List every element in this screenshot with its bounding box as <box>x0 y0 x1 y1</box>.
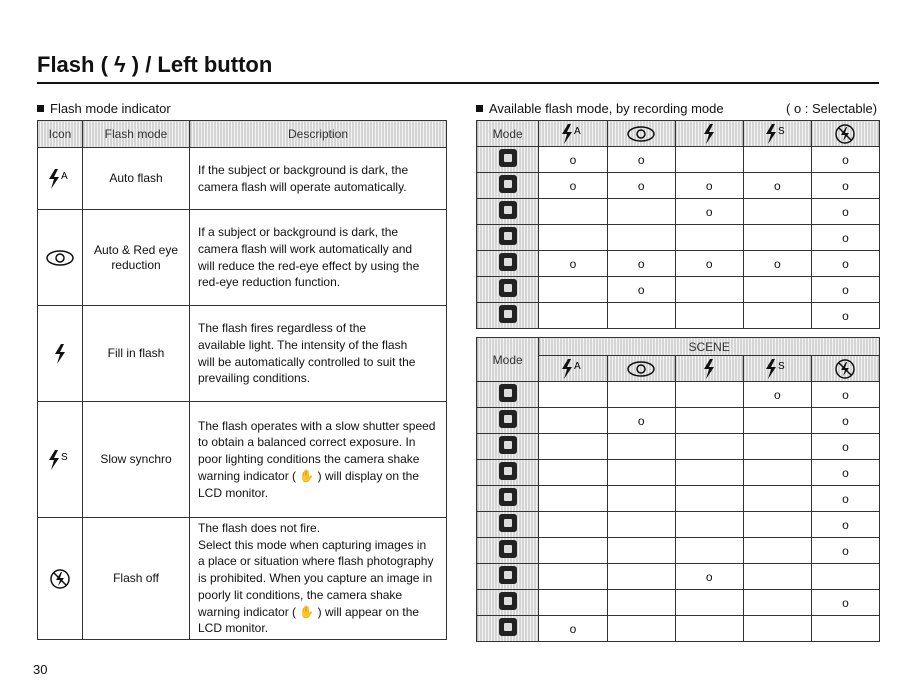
flash-mode-description: If the subject or background is dark, the camera flash will operate automatically. <box>190 148 447 210</box>
flash-mode-name: Flash off <box>83 518 190 640</box>
selectable-cell <box>811 616 879 642</box>
selectable-cell: o <box>539 251 607 277</box>
flash-auto-icon <box>539 121 607 147</box>
selectable-cell: o <box>675 173 743 199</box>
selectable-cell <box>539 225 607 251</box>
mode-icon <box>477 173 539 199</box>
selectable-cell <box>743 486 811 512</box>
selectable-cell <box>539 382 607 408</box>
mode-icon <box>477 434 539 460</box>
selectable-cell <box>539 303 607 329</box>
flash-auto-icon <box>539 356 607 382</box>
selectable-cell <box>539 564 607 590</box>
header-flash-mode: Flash mode <box>83 121 190 148</box>
selectable-cell <box>539 408 607 434</box>
selectable-cell <box>743 434 811 460</box>
selectable-cell <box>607 512 675 538</box>
selectable-cell: o <box>675 251 743 277</box>
selectable-cell <box>675 303 743 329</box>
svg-text:A: A <box>573 360 581 372</box>
flash-mode-row <box>38 306 447 402</box>
table-row <box>477 408 880 434</box>
table-row <box>477 382 880 408</box>
selectable-cell <box>675 434 743 460</box>
selectable-cell: o <box>811 251 879 277</box>
selectable-cell: o <box>811 538 879 564</box>
slow-synchro-icon <box>743 121 811 147</box>
slow-synchro-icon <box>38 402 83 518</box>
selectable-cell: o <box>811 199 879 225</box>
selectable-cell: o <box>539 616 607 642</box>
mode-icon <box>477 616 539 642</box>
selectable-cell: o <box>811 408 879 434</box>
svg-text:S: S <box>778 360 785 372</box>
flash-mode-row <box>38 210 447 306</box>
table-row <box>477 486 880 512</box>
page-number: 30 <box>33 662 48 677</box>
selectable-cell <box>607 225 675 251</box>
table-row <box>477 512 880 538</box>
mode-icon <box>477 225 539 251</box>
left-heading-text: Flash mode indicator <box>50 101 171 116</box>
selectable-cell <box>539 434 607 460</box>
mode-icon <box>477 408 539 434</box>
slow-synchro-icon <box>743 356 811 382</box>
selectable-cell <box>675 277 743 303</box>
flash-mode-name: Auto & Red eye reduction <box>83 210 190 306</box>
flash-mode-name: Slow synchro <box>83 402 190 518</box>
mode-icon <box>477 199 539 225</box>
mode-icon <box>477 382 539 408</box>
bullet-icon <box>37 105 44 112</box>
table-row <box>477 538 880 564</box>
selectable-cell <box>743 564 811 590</box>
svg-text:S: S <box>61 451 68 463</box>
header-mode: Mode <box>477 338 539 382</box>
selectable-cell <box>607 460 675 486</box>
flash-mode-row <box>38 148 447 210</box>
selectable-cell: o <box>811 590 879 616</box>
selectable-cell: o <box>811 147 879 173</box>
flash-fill-icon <box>675 121 743 147</box>
selectable-cell <box>743 199 811 225</box>
selectable-cell <box>743 512 811 538</box>
selectable-cell <box>675 460 743 486</box>
selectable-cell: o <box>675 199 743 225</box>
selectable-cell <box>675 590 743 616</box>
selectable-cell <box>607 486 675 512</box>
selectable-cell: o <box>811 303 879 329</box>
selectable-cell <box>743 590 811 616</box>
selectable-cell: o <box>811 382 879 408</box>
flash-auto-icon <box>38 148 83 210</box>
selectable-cell <box>675 616 743 642</box>
selectable-cell <box>743 303 811 329</box>
selectable-cell <box>607 616 675 642</box>
red-eye-icon <box>38 210 83 306</box>
mode-icon <box>477 512 539 538</box>
selectable-cell: o <box>607 147 675 173</box>
selectable-cell <box>675 382 743 408</box>
table-row <box>477 277 880 303</box>
selectable-cell <box>675 225 743 251</box>
selectable-cell <box>539 460 607 486</box>
flash-off-icon <box>811 356 879 382</box>
mode-icon <box>477 147 539 173</box>
flash-mode-description: The flash fires regardless of the available light. The intensity of the flash will be automatically controlled to suit the prevailing conditions. <box>190 306 447 402</box>
table-row <box>477 460 880 486</box>
left-heading <box>37 101 171 116</box>
mode-icon <box>477 564 539 590</box>
selectable-cell: o <box>811 434 879 460</box>
selectable-cell: o <box>811 512 879 538</box>
bullet-icon <box>476 105 483 112</box>
svg-text:A: A <box>61 170 68 182</box>
red-eye-icon <box>607 121 675 147</box>
header-icon: Icon <box>38 121 83 148</box>
mode-icon <box>477 538 539 564</box>
selectable-cell: o <box>607 251 675 277</box>
selectable-cell <box>743 225 811 251</box>
selectable-cell: o <box>811 277 879 303</box>
table-row <box>477 434 880 460</box>
selectable-cell: o <box>539 147 607 173</box>
selectable-cell <box>539 486 607 512</box>
selectable-cell <box>675 147 743 173</box>
flash-off-icon <box>811 121 879 147</box>
flash-mode-description: The flash operates with a slow shutter speed to obtain a balanced correct exposure. In poor lighting conditions the camera shake warning indicator ( ✋ ) will display on the LCD monitor. <box>190 402 447 518</box>
svg-text:A: A <box>573 125 581 137</box>
selectable-cell <box>743 616 811 642</box>
table-row <box>477 251 880 277</box>
table-row <box>477 173 880 199</box>
selectable-cell <box>743 538 811 564</box>
table-row <box>477 616 880 642</box>
table-row <box>477 225 880 251</box>
right-heading <box>476 101 724 116</box>
table-row <box>477 147 880 173</box>
flash-fill-icon <box>675 356 743 382</box>
selectable-cell <box>607 199 675 225</box>
selectable-cell <box>539 512 607 538</box>
header-mode: Mode <box>477 121 539 147</box>
selectable-cell <box>675 512 743 538</box>
flash-mode-row <box>38 402 447 518</box>
mode-icon <box>477 590 539 616</box>
table-row <box>477 590 880 616</box>
table-row <box>477 199 880 225</box>
svg-text:S: S <box>778 125 785 137</box>
right-heading-text: Available flash mode, by recording mode <box>489 101 724 116</box>
scene-availability-table <box>476 337 880 642</box>
selectable-cell <box>675 408 743 434</box>
flash-mode-row <box>38 518 447 640</box>
flash-mode-description: The flash does not fire. Select this mode when capturing images in a place or situation where flash photography is prohibited. When you capture an image in poorly lit conditions, the camera shake warning indicator ( ✋ ) will appear on the LCD monitor. <box>190 518 447 640</box>
mode-icon <box>477 460 539 486</box>
selectable-cell <box>743 408 811 434</box>
selectable-cell <box>811 564 879 590</box>
header-scene: SCENE <box>539 338 880 356</box>
selectable-cell: o <box>811 225 879 251</box>
selectable-cell <box>539 590 607 616</box>
selectable-cell <box>675 486 743 512</box>
flash-off-icon <box>38 518 83 640</box>
mode-icon <box>477 277 539 303</box>
selectable-cell <box>607 564 675 590</box>
page-title: Flash ( ϟ ) / Left button <box>37 52 273 77</box>
selectable-cell: o <box>607 173 675 199</box>
selectable-cell <box>675 538 743 564</box>
mode-icon <box>477 486 539 512</box>
table-row <box>477 303 880 329</box>
selectable-cell <box>539 538 607 564</box>
header-description: Description <box>190 121 447 148</box>
selectable-cell: o <box>743 251 811 277</box>
selectable-cell <box>607 538 675 564</box>
selectable-cell <box>607 382 675 408</box>
selectable-cell <box>607 590 675 616</box>
flash-fill-icon <box>38 306 83 402</box>
title-rule <box>37 82 879 84</box>
selectable-note: ( o : Selectable) <box>786 101 878 116</box>
selectable-cell <box>607 434 675 460</box>
red-eye-icon <box>607 356 675 382</box>
selectable-cell: o <box>539 173 607 199</box>
flash-mode-description: If a subject or background is dark, the camera flash will work automatically and will reduce the red-eye effect by using the red-eye reduction function. <box>190 210 447 306</box>
selectable-cell <box>743 147 811 173</box>
selectable-cell: o <box>811 486 879 512</box>
selectable-cell: o <box>743 173 811 199</box>
mode-availability-table <box>476 120 880 329</box>
selectable-cell <box>539 199 607 225</box>
selectable-cell: o <box>675 564 743 590</box>
flash-mode-name: Fill in flash <box>83 306 190 402</box>
table-row <box>477 564 880 590</box>
selectable-cell: o <box>607 277 675 303</box>
flash-mode-table <box>37 120 447 640</box>
selectable-cell: o <box>743 382 811 408</box>
selectable-cell: o <box>811 173 879 199</box>
selectable-cell <box>743 277 811 303</box>
flash-mode-name: Auto flash <box>83 148 190 210</box>
selectable-cell <box>743 460 811 486</box>
mode-icon <box>477 251 539 277</box>
selectable-cell <box>539 277 607 303</box>
selectable-cell: o <box>607 408 675 434</box>
selectable-cell <box>607 303 675 329</box>
mode-icon <box>477 303 539 329</box>
selectable-cell: o <box>811 460 879 486</box>
